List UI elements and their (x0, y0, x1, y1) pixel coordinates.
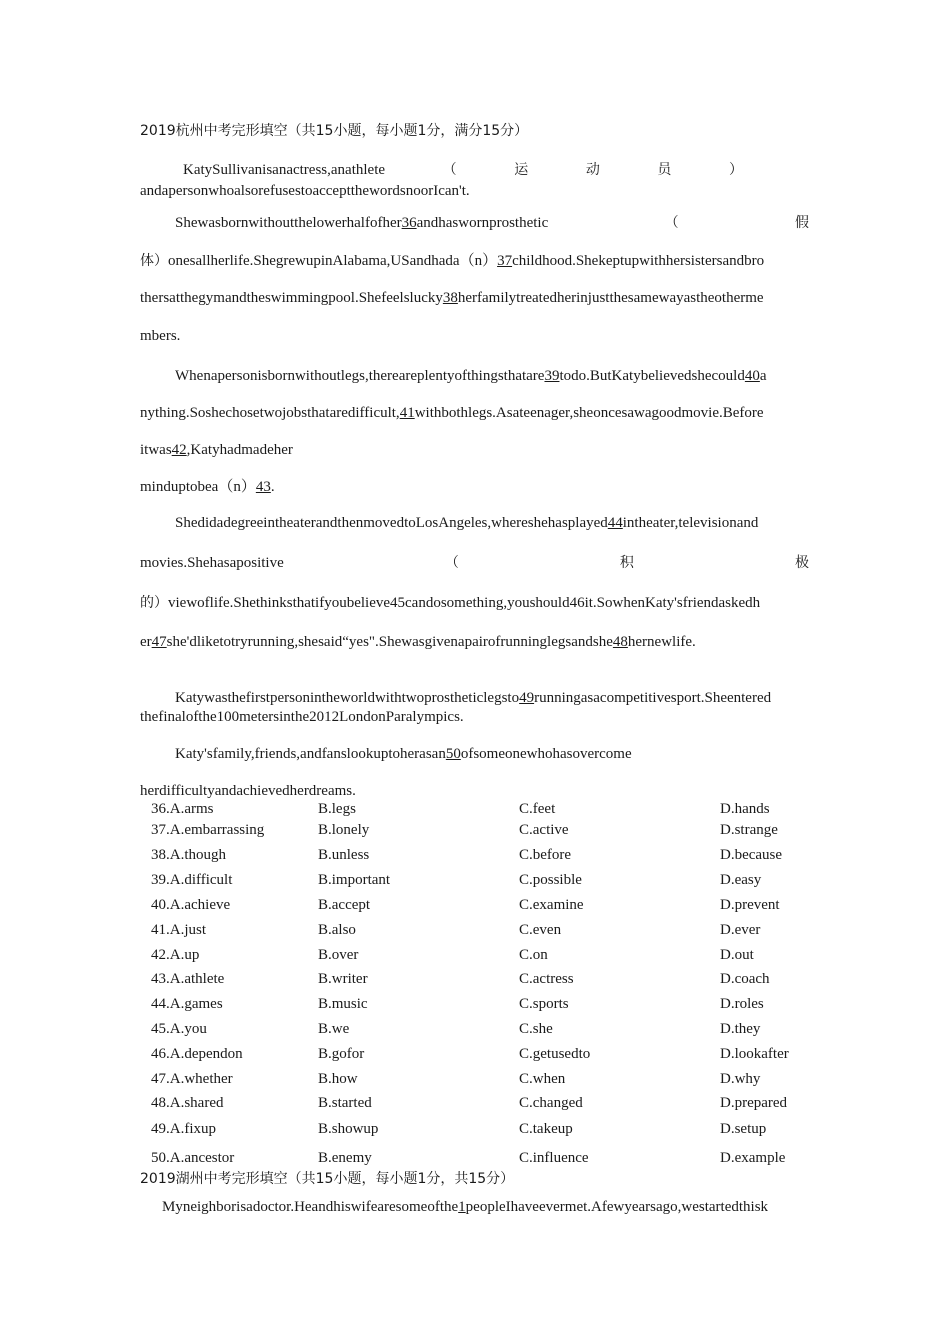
blank-39: 39 (544, 368, 560, 384)
option-a: 39.A.difficult (151, 872, 233, 888)
option-c: C.getusedto (519, 1046, 591, 1062)
option-d: D.because (720, 847, 783, 863)
passage-text: ） (729, 162, 743, 178)
option-a: 42.A.up (151, 947, 200, 963)
passage-line (183, 161, 743, 179)
option-c: C.influence (519, 1150, 589, 1166)
option-b: B.we (318, 1021, 350, 1037)
passage-text: 积 (619, 555, 634, 571)
option-c: C.possible (519, 872, 582, 888)
passage-text: movies.Shehasapositive (140, 555, 284, 571)
passage-text: 假 (795, 215, 809, 231)
option-a: 47.A.whether (151, 1071, 233, 1087)
blank-44: 44 (607, 515, 623, 531)
passage-text: Shewasbornwithoutthelowerhalfofher36andhaswornprosthetic (175, 215, 549, 231)
option-d: D.ever (720, 922, 761, 938)
passage-text: KatySullivanisanactress,anathlete (183, 162, 386, 178)
option-a: 38.A.though (151, 847, 226, 863)
passage-line (140, 554, 809, 572)
passage-line: Whenapersonisbornwithoutlegs,thereareplentyofthingsthatare39todo.ButKatybelievedshecould40a (175, 368, 767, 384)
option-d: D.why (720, 1071, 761, 1087)
option-b: B.accept (318, 897, 371, 913)
passage-text: 员 (657, 162, 672, 178)
option-a: 46.A.dependon (151, 1046, 243, 1062)
option-b: B.lonely (318, 822, 370, 838)
option-b: B.unless (318, 847, 370, 863)
option-d: D.roles (720, 996, 764, 1012)
blank-50: 50 (445, 746, 461, 762)
option-d: D.coach (720, 971, 770, 987)
option-b: B.over (318, 947, 359, 963)
passage-text: herdifficultyandachievedherdreams. (140, 783, 356, 799)
option-a: 36.A.arms (151, 801, 214, 817)
passage-line (175, 214, 809, 232)
passage-line: Katywasthefirstpersonintheworldwithtwoprostheticlegsto49runningasacompetitivesport.Sheentered (175, 690, 772, 706)
passage-text: （ (444, 555, 459, 571)
passage-text: thefinalofthe100metersinthe2012LondonParalympics. (140, 709, 464, 725)
option-b: B.important (318, 872, 391, 888)
passage-line: minduptobea（n）43. (140, 479, 275, 495)
option-a: 49.A.fixup (151, 1121, 216, 1137)
passage-line: Katy'sfamily,friends,andfanslookuptoherasan50ofsomeonewhohasovercome (175, 746, 632, 762)
option-a: 45.A.you (151, 1021, 207, 1037)
blank-37: 37 (497, 253, 513, 269)
option-b: B.also (318, 922, 356, 938)
blank-36: 36 (401, 215, 417, 231)
passage-line: thersatthegymandtheswimmingpool.Shefeelslucky38herfamilytreatedherinjustthesamewayastheotherme (140, 290, 764, 306)
option-b: B.started (318, 1095, 372, 1111)
passage-text: mbers. (140, 328, 181, 344)
option-d: D.prevent (720, 897, 780, 913)
option-a: 50.A.ancestor (151, 1150, 235, 1166)
option-c: C.on (519, 947, 548, 963)
passage-text: andapersonwhoalsorefusestoacceptthewordsnoorIcan't. (140, 183, 470, 199)
passage-line: nything.Soshechosetwojobsthataredifficult,41withbothlegs.Asateenager,sheoncesawagoodmovie.Before (140, 405, 764, 421)
option-d: D.out (720, 947, 754, 963)
passage-line: Myneighborisadoctor.Heandhiswifearesomeofthe1peopleIhaveevermet.Afewyearsago,westartedthisk (162, 1199, 769, 1215)
passage-text: 动 (585, 162, 600, 178)
passage-line: itwas42,Katyhadmadeher (140, 442, 293, 458)
blank-42: 42 (171, 442, 187, 458)
passage-text: （ (442, 162, 457, 178)
passage-text: 运 (514, 162, 529, 178)
option-c: C.feet (519, 801, 556, 817)
passage-text: 极 (794, 555, 809, 571)
option-b: B.gofor (318, 1046, 365, 1062)
option-c: C.when (519, 1071, 566, 1087)
option-d: D.lookafter (720, 1046, 789, 1062)
blank-1: 1 (458, 1199, 466, 1215)
blank-49: 49 (519, 690, 535, 706)
option-b: B.enemy (318, 1150, 372, 1166)
option-d: D.easy (720, 872, 762, 888)
section-heading-hangzhou: 2019杭州中考完形填空（共15小题，每小题1分，满分15分） (140, 123, 529, 139)
option-b: B.writer (318, 971, 368, 987)
option-c: C.active (519, 822, 569, 838)
option-d: D.example (720, 1150, 786, 1166)
blank-47: 47 (151, 634, 167, 650)
option-b: B.music (318, 996, 368, 1012)
option-c: C.changed (519, 1095, 583, 1111)
option-d: D.strange (720, 822, 778, 838)
option-d: D.they (720, 1021, 761, 1037)
passage-text: （ (664, 215, 679, 231)
option-a: 48.A.shared (151, 1095, 224, 1111)
option-c: C.actress (519, 971, 574, 987)
option-c: C.she (519, 1021, 553, 1037)
option-d: D.prepared (720, 1095, 788, 1111)
option-c: C.examine (519, 897, 584, 913)
passage-line: er47she'dliketotryrunning,shesaid“yes".Shewasgivenapairofrunninglegsandshe48hernewlife. (140, 634, 696, 650)
option-c: C.sports (519, 996, 569, 1012)
passage-line: ShedidadegreeintheaterandthenmovedtoLosAngeles,whereshehasplayed44intheater,televisionand (175, 515, 759, 531)
option-d: D.hands (720, 801, 770, 817)
option-a: 37.A.embarrassing (151, 822, 265, 838)
option-a: 43.A.athlete (151, 971, 225, 987)
blank-43: 43 (255, 479, 271, 495)
passage-line: 的）viewoflife.Shethinksthatifyoubelieve45candosomething,youshould46it.SowhenKaty'sfriendaskedh (140, 595, 761, 611)
option-a: 40.A.achieve (151, 897, 231, 913)
option-b: B.showup (318, 1121, 379, 1137)
section-heading-huzhou: 2019湖州中考完形填空（共15小题，每小题1分，共15分） (140, 1171, 515, 1187)
option-a: 41.A.just (151, 922, 207, 938)
option-d: D.setup (720, 1121, 767, 1137)
blank-41: 41 (399, 405, 415, 421)
passage-line: 体）onesallherlife.ShegrewupinAlabama,USandhada（n）37childhood.Shekeptupwithhersistersandbro (140, 253, 765, 269)
blank-48: 48 (612, 634, 628, 650)
blank-40: 40 (744, 368, 760, 384)
option-b: B.how (318, 1071, 358, 1087)
option-c: C.even (519, 922, 562, 938)
option-c: C.before (519, 847, 572, 863)
option-b: B.legs (318, 801, 356, 817)
blank-38: 38 (442, 290, 458, 306)
option-c: C.takeup (519, 1121, 573, 1137)
option-a: 44.A.games (151, 996, 223, 1012)
